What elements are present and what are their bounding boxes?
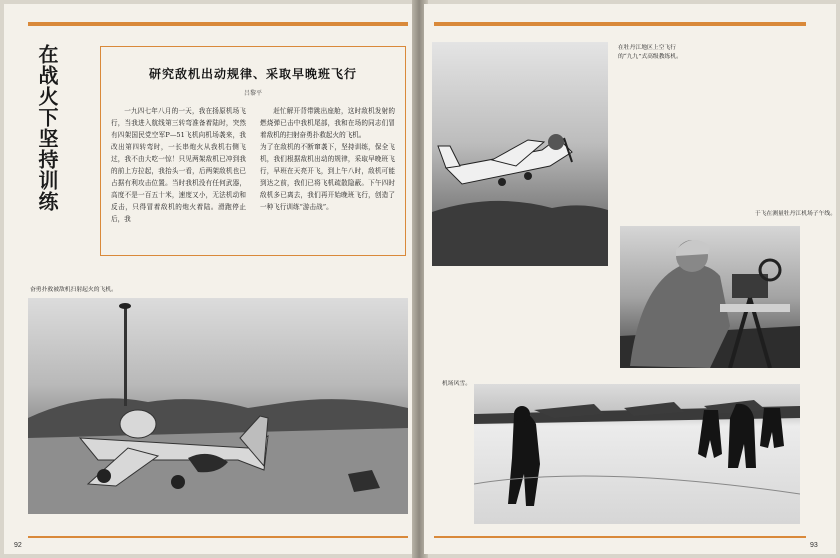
right-page	[424, 4, 836, 554]
top-rule-left	[28, 22, 408, 26]
snow-airfield-graphic	[474, 384, 800, 524]
article-columns	[111, 105, 395, 225]
trainer-aircraft-graphic	[432, 42, 608, 266]
page-number-right: 93	[810, 542, 818, 549]
section-title: 在战火下坚持训练	[35, 44, 59, 212]
bottom-rule-right	[434, 536, 806, 538]
left-page	[4, 4, 416, 554]
surveying-graphic	[620, 226, 800, 368]
photo-snow-airfield	[474, 384, 800, 524]
photo-surveying	[620, 226, 800, 368]
bottom-photo-caption: 奋勇扑救被敌机扫射起火的飞机。	[30, 287, 117, 293]
caption-trainer: 在牡丹江地区上空飞行的“九九”式高级教练机。	[618, 45, 682, 60]
article-col-1: 一九四七年八月的一天，我在扬原机场飞行，当我进入航线第三转弯准备着陆时，突然有四架国民党空军P—51飞机向机场袭来，我改出第四转弯时，一长串炮火从我机右侧飞过，我不由大吃一惊！只见两架敌机已冲到我的前上方拉起，我抬头一看，后两架敌机也已占据有利攻击位置。当时我机没有任何武器，高度不是一百五十米，速度又小，无法机动和反击，只得冒着敌机的炮火着陆。滑跑停止后，我	[111, 107, 246, 223]
photo-burning-aircraft	[28, 298, 408, 514]
caption-snow-airfield: 机场风雪。	[442, 381, 471, 387]
bottom-rule-left	[28, 536, 408, 538]
caption-surveying: 于飞在测量牡丹江机场子午线。	[754, 211, 836, 217]
article-author: 吕黎平	[243, 90, 262, 97]
photo-trainer-in-flight	[432, 42, 608, 266]
aircraft-scene-graphic	[28, 298, 408, 514]
article-box	[100, 46, 406, 256]
page-number-left: 92	[14, 542, 22, 549]
top-rule-right	[434, 22, 806, 26]
article-title: 研究敌机出动规律、采取早晚班飞行	[148, 67, 357, 81]
article-col-2: 赶忙解开背带跳出座舱，这时敌机发射的燃烧弹已击中我机尾部，我和在场的同志们冒着敌机的扫射奋勇扑救起火的飞机。 为了在敌机的不断窜袭下，坚持训练，保全飞机，我们根据敌机出动的规律，采取早晚班飞行，早班在天亮开飞，到上午八时，敌机可能到达之前，我们已将飞机疏散隐蔽。下午四时敌机多已离去，我们再开始晚班飞行，创造了一种飞行训练“游击战”。	[260, 107, 395, 211]
